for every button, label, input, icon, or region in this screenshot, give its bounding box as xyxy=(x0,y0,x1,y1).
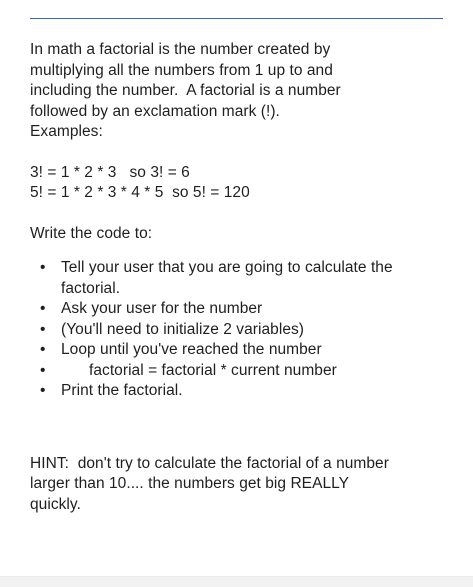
hint-paragraph xyxy=(30,454,455,516)
intro-line: multiplying all the numbers from 1 up to and xyxy=(30,61,333,79)
instructions-heading xyxy=(30,224,455,245)
bottom-edge xyxy=(0,576,473,587)
bullet-icon: • xyxy=(40,300,46,317)
list-item xyxy=(30,381,455,402)
list-item xyxy=(30,258,455,299)
intro-line: including the number. A factorial is a number xyxy=(30,82,341,99)
intro-line: In math a factorial is the number created by xyxy=(30,41,331,58)
intro-paragraph xyxy=(30,40,455,143)
bullet-icon: • xyxy=(40,361,46,379)
list-item-text: Ask your user for the number xyxy=(61,300,263,317)
instructions-heading-text: Write the code to: xyxy=(30,224,153,242)
list-item-text: (You'll need to initialize 2 variables) xyxy=(61,320,305,338)
examples-label: Examples: xyxy=(30,123,103,140)
list-item xyxy=(30,299,455,320)
list-item xyxy=(30,361,455,382)
bullet-icon: • xyxy=(40,259,46,276)
list-item-text: Tell your user that you are going to calculate the xyxy=(61,259,393,276)
list-item-text: Print the factorial. xyxy=(61,382,183,399)
intro-line: followed by an exclamation mark (!). xyxy=(30,102,280,120)
list-item xyxy=(30,320,455,341)
hint-line: HINT: don't try to calculate the factorial of a number xyxy=(30,454,389,472)
example-line: 5! = 1 * 2 * 3 * 4 * 5 so 5! = 120 xyxy=(30,184,250,201)
list-item-text: Loop until you've reached the number xyxy=(61,341,322,358)
top-divider xyxy=(30,18,443,19)
hint-line: quickly. xyxy=(30,495,81,513)
document-body xyxy=(30,40,455,515)
bullet-icon: • xyxy=(40,382,46,399)
hint-line: larger than 10.... the numbers get big REALLY xyxy=(30,475,350,492)
list-item-text: factorial = factorial * current number xyxy=(89,361,337,379)
list-item xyxy=(30,340,455,361)
instructions-list xyxy=(30,258,455,402)
examples-block xyxy=(30,163,455,204)
list-item-text: factorial. xyxy=(61,279,121,297)
bullet-icon: • xyxy=(40,341,46,358)
bullet-icon: • xyxy=(40,320,46,338)
example-line: 3! = 1 * 2 * 3 so 3! = 6 xyxy=(30,163,190,181)
